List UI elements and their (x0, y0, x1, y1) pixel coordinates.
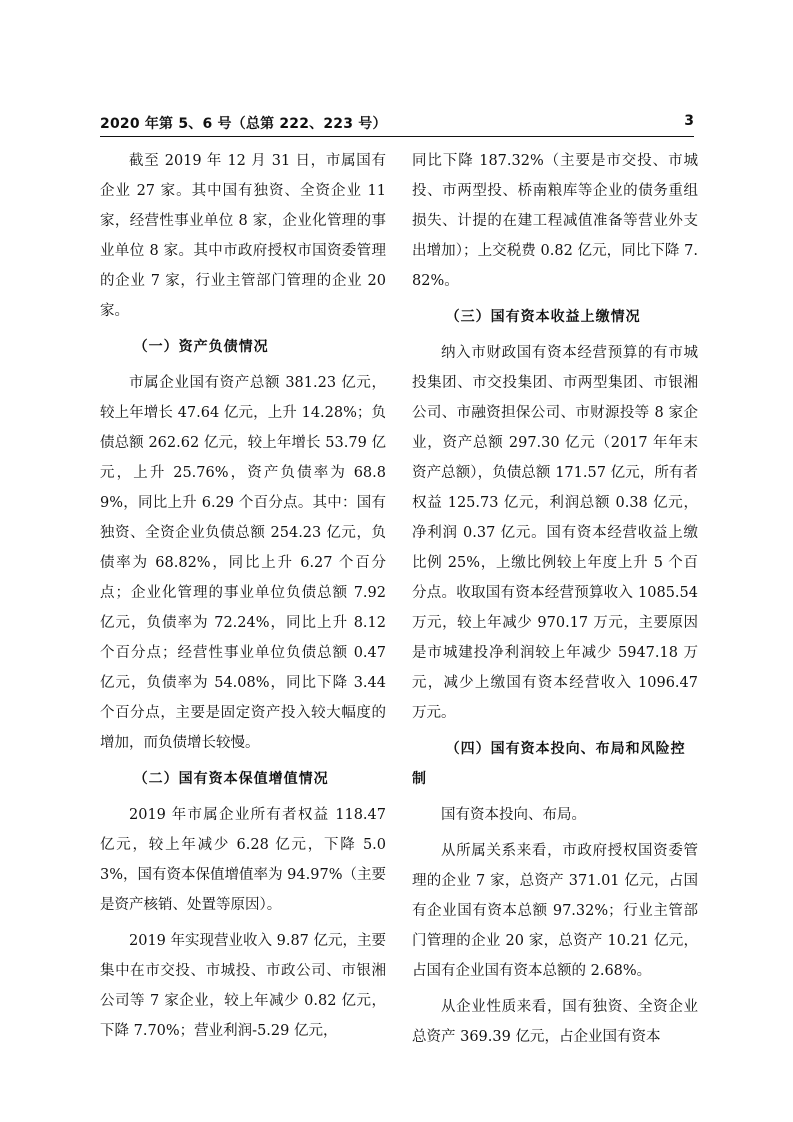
paragraph-allocation-intro: 国有资本投向、布局。 (441, 807, 586, 823)
paragraph-operating-revenue: 2019 年实现营业收入 9.87 亿元，主要集中在市交投、市城投、市政公司、市银湘公司等 7 家企业，较上年减少 0.82 亿元，下降 7.70%；营业利润-5.29 亿元， (100, 933, 387, 1039)
issue-label: 2020 年第 5、6 号（总第 222、223 号） (100, 116, 387, 132)
paragraph-affiliation: 从所属关系来看，市政府授权国资委管理的企业 7 家，总资产 371.01 亿元，占国有企业国有资本总额 97.32%；行业主管部门管理的企业 20 家，总资产 10.21 亿元，占国有企业国有资本总额的 2.68%。 (412, 843, 698, 979)
header-rule (100, 136, 694, 137)
paragraph-continuation: 同比下降 187.32%（主要是市交投、市城投、市两型投、桥南粮库等企业的债务重组损失、计提的在建工程减值准备等营业外支出增加）；上交税费 0.82 亿元，同比下降 7.82%。 (412, 153, 698, 289)
paragraph-owners-equity: 2019 年市属企业所有者权益 118.47 亿元，较上年减少 6.28 亿元，下降 5.03%，国有资本保值增值率为 94.97%（主要是资产核销、处置等原因）。 (100, 807, 386, 913)
section-heading-capital-allocation: （四）国有资本投向、布局和风险控制 (412, 741, 686, 787)
section-heading-capital-income: （三）国有资本收益上缴情况 (445, 309, 641, 325)
left-column (100, 146, 386, 1052)
section-heading-assets-liabilities: （一）资产负债情况 (133, 339, 269, 355)
paragraph-capital-income: 纳入市财政国有资本经营预算的有市城投集团、市交投集团、市两型集团、市银湘公司、市融资担保公司、市财源投等 8 家企业，资产总额 297.30 亿元（2017 年年末资产总额），负债总额 171.57 亿元，所有者权益 125.73 亿元，利润总额 0.38 亿元，净利润 0.37 亿元。国有资本经营收益上缴比例 25%，上缴比例较上年度上升 5 个百分点。收取国有资本经营预算收入 1085.54 万元，较上年减少 970.17 万元，主要原因是市城建投净利润较上年减少 5947.18 万元，减少上缴国有资本经营收入 1096.47 万元。 (412, 345, 698, 721)
running-header (100, 113, 694, 135)
paragraph-intro: 截至 2019 年 12 月 31 日，市属国有企业 27 家。其中国有独资、全资企业 11 家，经营性事业单位 8 家，企业化管理的事业单位 8 家。其中市政府授权市国资委管理的企业 7 家，行业主管部门管理的企业 20 家。 (100, 153, 386, 319)
paragraph-enterprise-nature: 从企业性质来看，国有独资、全资企业总资产 369.39 亿元，占企业国有资本 (412, 999, 698, 1045)
right-column (412, 146, 698, 1058)
paragraph-assets-liabilities: 市属企业国有资产总额 381.23 亿元，较上年增长 47.64 亿元，上升 14.28%；负债总额 262.62 亿元，较上年增长 53.79 亿元，上升 25.76%，资产负债率为 68.89%，同比上升 6.29 个百分点。其中：国有独资、全资企业负债总额 254.23 亿元，负债率为 68.82%，同比上升 6.27 个百分点；企业化管理的事业单位负债总额 7.92 亿元，负债率为 72.24%，同比上升 8.12 个百分点；经营性事业单位负债总额 0.47 亿元，负债率为 54.08%，同比下降 3.44 个百分点，主要是固定资产投入较大幅度的增加，而负债增长较慢。 (100, 375, 386, 751)
page-number: 3 (684, 113, 694, 129)
section-heading-capital-preservation: （二）国有资本保值增值情况 (133, 771, 329, 787)
